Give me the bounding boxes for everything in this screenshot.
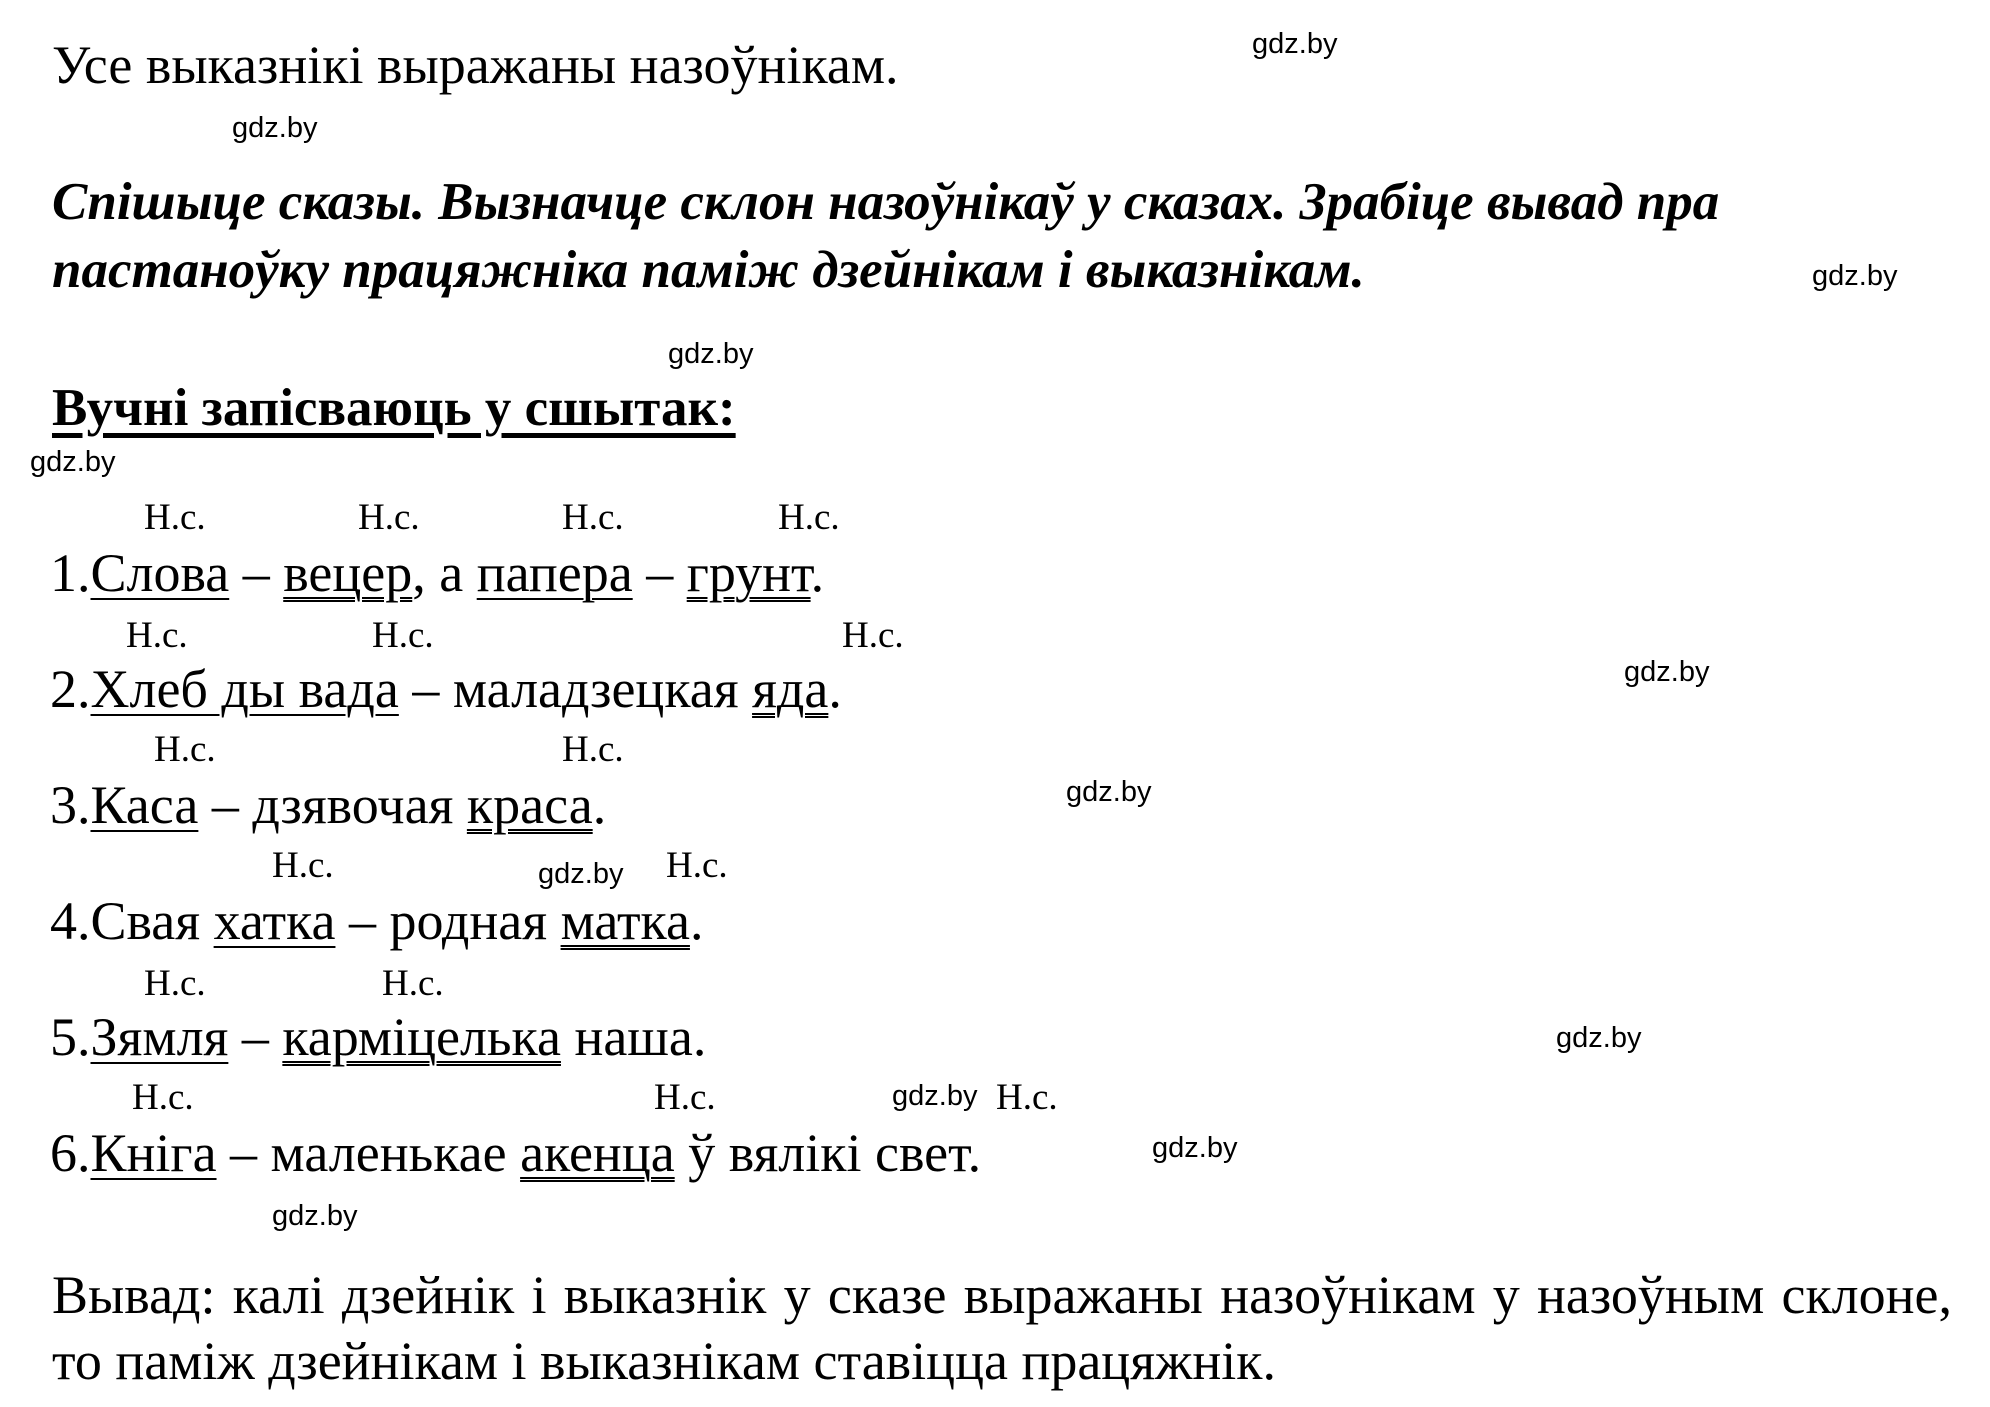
- case-mark: Н.с.: [358, 497, 420, 538]
- text: .: [828, 659, 842, 719]
- text: –: [229, 543, 284, 603]
- case-mark: Н.с.: [778, 497, 840, 538]
- watermark: gdz.by: [1066, 776, 1152, 808]
- text: .: [689, 891, 704, 951]
- text: .: [810, 543, 825, 603]
- text: – родная: [335, 891, 561, 951]
- sentence-3: [50, 774, 606, 836]
- intro-line: Усе выказнікі выражаны назоўнікам.: [52, 35, 899, 95]
- subject: Хлеб ды вада: [90, 659, 399, 719]
- task-line-1: Спішыце сказы. Вызначце склон назоўнікаў у сказах. Зрабіце вывад пра: [52, 173, 1720, 231]
- predicate: матка: [560, 891, 690, 951]
- text: – маладзецкая: [398, 659, 753, 719]
- case-mark: Н.с.: [144, 963, 206, 1004]
- case-mark: Н.с.: [562, 729, 624, 770]
- sentence-number: 2.: [50, 659, 91, 719]
- watermark: gdz.by: [892, 1080, 978, 1112]
- sentence-number: 1.: [50, 543, 91, 603]
- subject: хатка: [213, 891, 336, 951]
- sentence-4: [50, 890, 703, 952]
- text: – маленькае: [216, 1123, 521, 1183]
- text: .: [592, 775, 607, 835]
- watermark: gdz.by: [1624, 656, 1710, 688]
- sentence-2: [50, 658, 842, 720]
- sentence-number: 3.: [50, 775, 91, 835]
- subject: Зямля: [90, 1007, 229, 1067]
- case-mark: Н.с.: [372, 615, 434, 656]
- watermark: gdz.by: [1152, 1132, 1238, 1164]
- sentence-6: [50, 1122, 981, 1184]
- subject: Кніга: [90, 1123, 217, 1183]
- predicate: краса: [466, 775, 593, 835]
- case-mark: Н.с.: [272, 845, 334, 886]
- watermark: gdz.by: [232, 112, 318, 144]
- text: –: [228, 1007, 283, 1067]
- case-mark: Н.с.: [144, 497, 206, 538]
- case-mark: Н.с.: [126, 615, 188, 656]
- predicate: акенца: [520, 1123, 675, 1183]
- sentence-1: [50, 542, 824, 604]
- subject: Слова: [90, 543, 230, 603]
- watermark: gdz.by: [538, 858, 624, 890]
- sentence-5: [50, 1006, 706, 1068]
- subject: папера: [476, 543, 633, 603]
- text: , а: [412, 543, 477, 603]
- case-mark: Н.с.: [666, 845, 728, 886]
- case-mark: Н.с.: [154, 729, 216, 770]
- watermark: gdz.by: [272, 1200, 358, 1232]
- text: ў вялікі свет.: [674, 1123, 982, 1183]
- case-mark: Н.с.: [842, 615, 904, 656]
- conclusion: Вывад: калі дзейнік і выказнік у сказе выражаны назоўнікам у назоўным склоне, то паміж дзейнікам і выказнікам ставіцца працяжнік.: [52, 1265, 1952, 1391]
- watermark: gdz.by: [1812, 260, 1898, 292]
- case-mark: Н.с.: [654, 1077, 716, 1118]
- watermark: gdz.by: [30, 446, 116, 478]
- watermark: gdz.by: [668, 338, 754, 370]
- task-line-2: пастаноўку працяжніка паміж дзейнікам і выказнікам.: [52, 241, 1365, 299]
- predicate: вецер: [283, 543, 413, 603]
- predicate: яда: [752, 659, 829, 719]
- watermark: gdz.by: [1556, 1022, 1642, 1054]
- case-mark: Н.с.: [996, 1077, 1058, 1118]
- text: – дзявочая: [198, 775, 467, 835]
- sentence-number: 4.: [50, 891, 91, 951]
- subject: Каса: [90, 775, 199, 835]
- case-mark: Н.с.: [562, 497, 624, 538]
- predicate: карміцелька: [282, 1007, 561, 1067]
- predicate: грунт: [686, 543, 811, 603]
- text: –: [632, 543, 687, 603]
- text: Свая: [90, 891, 214, 951]
- section-heading: Вучні запісваюць у сшытак:: [52, 379, 736, 437]
- case-mark: Н.с.: [132, 1077, 194, 1118]
- watermark: gdz.by: [1252, 28, 1338, 60]
- sentence-number: 6.: [50, 1123, 91, 1183]
- text: наша.: [560, 1007, 707, 1067]
- sentence-number: 5.: [50, 1007, 91, 1067]
- case-mark: Н.с.: [382, 963, 444, 1004]
